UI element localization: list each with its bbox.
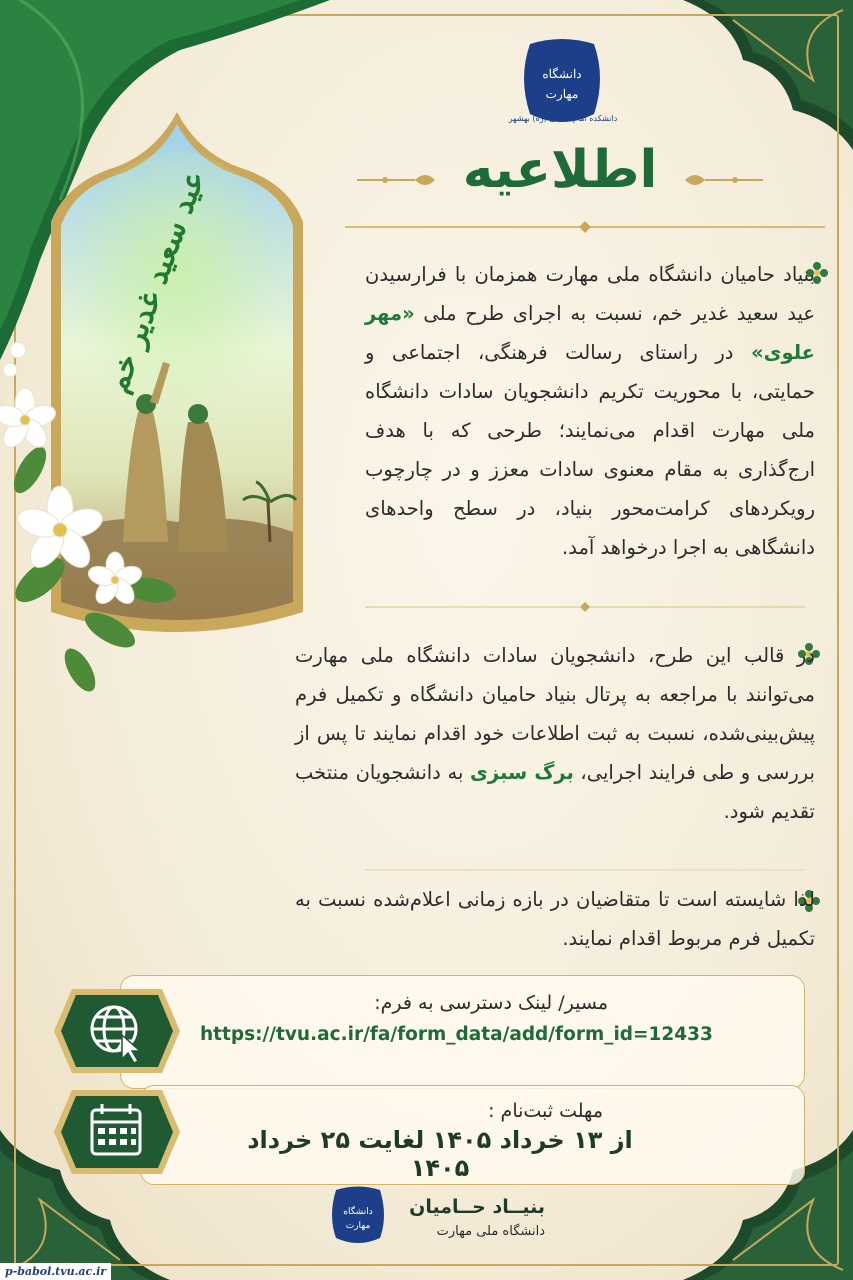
paragraph-1-text: بنیاد حامیان دانشگاه ملی مهارت همزمان با فرارسیدن عید سعید غدیر خم، نسبت به اجرای طرح ملی (365, 263, 815, 325)
deadline-label: مهلت ثبت‌نام : (488, 1100, 603, 1122)
foundation-logo (330, 1186, 386, 1248)
deadline-value: از ۱۳ خرداد ۱۴۰۵ لغایت ۲۵ خرداد ۱۴۰۵ (247, 1126, 633, 1182)
site-watermark: p-babol.tvu.ac.ir (0, 1263, 111, 1280)
plan-name-highlight: «مهر علوی» (365, 302, 815, 364)
faculty-subtitle: دانشکده امام خمینی (ره) بهشهر (508, 114, 618, 123)
paragraph-3: لذا شایسته است تا متقاضیان در بازه زمانی اعلام‌شده نسبت به تکمیل فرم مربوط اقدام نمایند. (295, 888, 815, 950)
svg-text:عید سعید غدیر خم: عید سعید غدیر خم (99, 170, 213, 398)
foundation-subtitle: دانشگاه ملی مهارت (436, 1224, 545, 1239)
globe-cursor-icon (52, 985, 182, 1077)
foundation-title: بنیــاد حــامیان (409, 1196, 545, 1218)
form-link-label: مسیر/ لینک دسترسی به فرم: (374, 992, 608, 1014)
paragraph-2-text: در قالب این طرح، دانشجویان سادات دانشگاه ملی مهارت می‌توانند با مراجعه به پرتال بنیاد حامیان دانشگاه و تکمیل فرم پیش‌بینی‌شده، نسبت به ثبت اطلاعات خود اقدام نمایند تا پس از بررسی و طی فرایند اجرایی، (295, 644, 815, 784)
green-card-highlight: برگ سبزی (470, 761, 574, 784)
page-title: اطلاعیه (462, 140, 658, 200)
paragraph-2 (295, 636, 815, 831)
title-ornament-right (680, 170, 765, 190)
jasmine-flowers (0, 330, 190, 710)
title-divider (345, 220, 825, 234)
svg-text:مهارت: مهارت (345, 1221, 371, 1231)
form-link-url[interactable]: https://tvu.ac.ir/fa/form_data/add/form_id=12433 (200, 1024, 713, 1045)
svg-text:مهارت: مهارت (545, 87, 579, 101)
svg-text:دانشگاه: دانشگاه (542, 67, 582, 81)
corner-ornament-top-right (683, 0, 853, 150)
paragraph-2-text-end: به دانشجویان منتخب تقدیم شود. (295, 761, 815, 823)
title-ornament-left (355, 170, 440, 190)
paragraph-1 (365, 255, 815, 567)
svg-text:دانشگاه: دانشگاه (343, 1207, 373, 1217)
calendar-icon (52, 1086, 182, 1178)
paragraph-1-text-end: در راستای رسالت فرهنگی، اجتماعی و حمایتی، با محوریت تکریم دانشجویان سادات دانشگاه ملی مهارت اقدام می‌نمایند؛ طرحی که با هدف ارج‌گذاری به مقام معنوی سادات معزز و در چارچوب رویکردهای کرامت‌محور بنیاد، در سطح واحدهای دانشگاهی به اجرا درخواهد آمد. (365, 341, 815, 559)
section-divider (345, 600, 825, 614)
section-divider (345, 865, 825, 875)
